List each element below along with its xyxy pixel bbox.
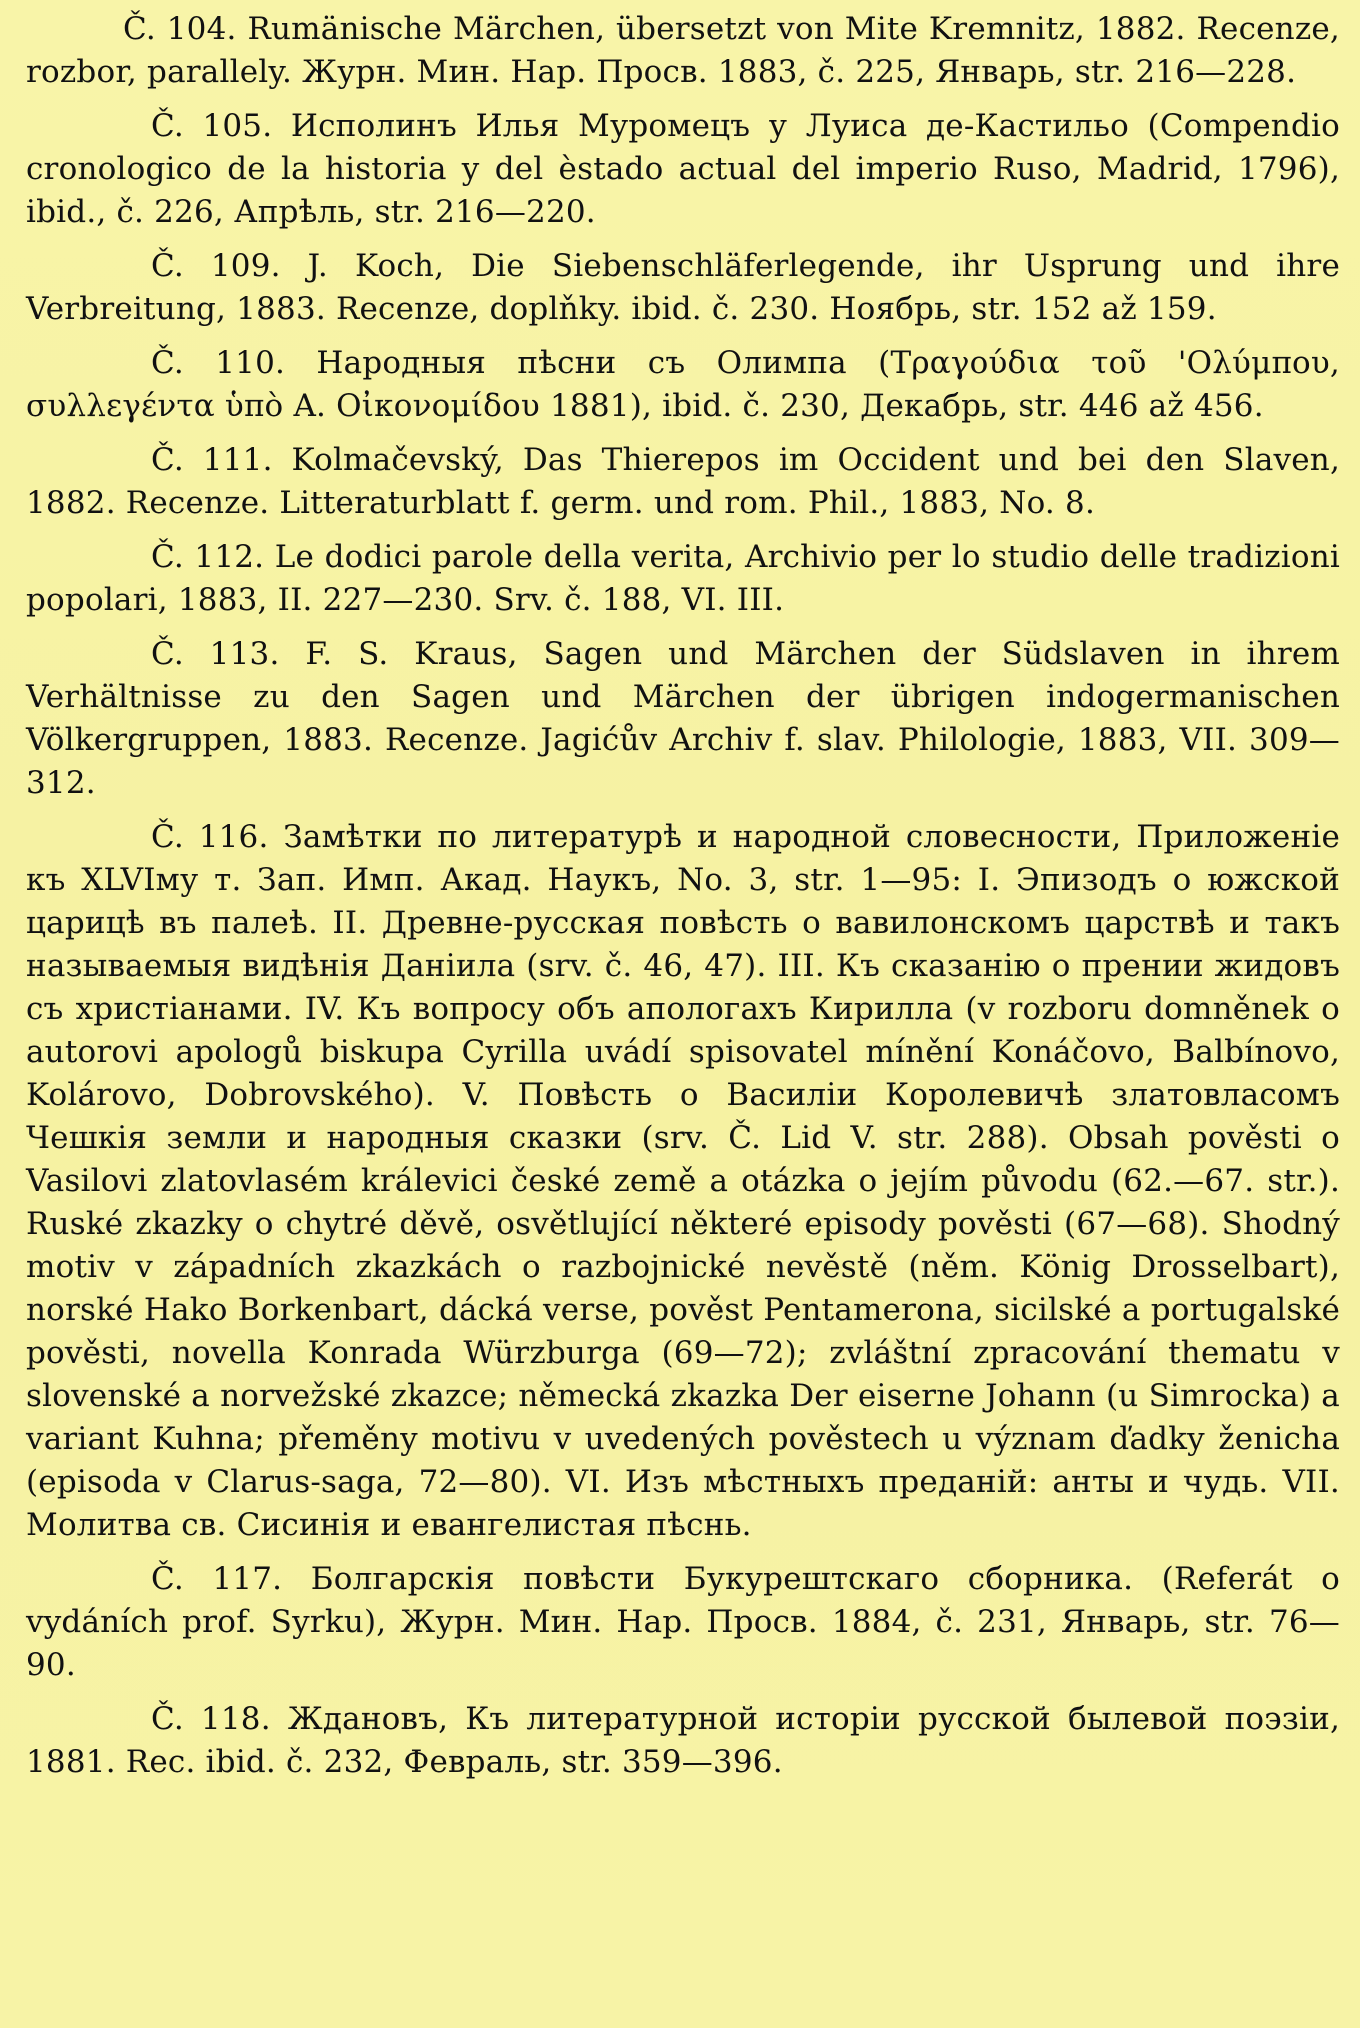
entry-text: Č. 112. Le dodici parole della verita, Archivio per lo studio delle tradizioni popolari, 1883, II. 227—230. Srv. č. 188, VI. III. [26,539,1340,618]
entry-110 [26,342,1340,428]
entry-text: Č. 118. Ждановъ, Къ литературной исторіи русской былевой поэзіи, 1881. Rec. ibid. č. 232, Февраль, str. 359—396. [26,1701,1340,1780]
entry-text: Č. 116. Замѣтки по литературѣ и народной словесности, Приложеніе къ XLVIму т. Зап. Имп. Акад. Наукъ, No. 3, str. 1—95: I. Эпизодъ о южской царицѣ въ палеѣ. II. Древне-русская повѣсть о вавилонскомъ царствѣ и такъ называемыя видѣнія Даніила (srv. č. 46, 47). III. Къ сказанію о прении жидовъ съ христіанами. IV. Къ вопросу объ апологахъ Кирилла (v rozboru domněnek o autorovi apologů biskupa Cyrilla uvádí spisovatel mínění Konáčovo, Balbínovo, Kolárovo, Dobrovského). V. Повѣсть о Василіи Королевичѣ златовласомъ Чешкія земли и народныя сказки (srv. Č. Lid V. str. 288). Obsah pověsti o Vasilovi zlatovlasém králevici české země a otázka o jejím původu (62.—67. str.). Ruské zkazky o chytré děvě, osvětlující některé episody pověsti (67—68). Shodný motiv v západních zkazkách o razbojnické nevěstě (něm. König Drosselbart), norské Hako Borkenbart, dácká verse, pověst Pentamerona, sicilské a portugalské pověsti, novella Konrada Würzburga (69—72); zvláštní zpracování thematu v slovenské a norvežské zkazce; německá zkazka Der eiserne Johann (u Simrocka) a variant Kuhna; přeměny motivu v uvedených pověstech u význam ďadky ženicha (episoda v Clarus-saga, 72—80). VI. Изъ мѣстныхъ преданій: анты и чудь. VII. Молитва св. Сисинія и евангелистая пѣснь. [26,819,1340,1543]
entry-111 [26,439,1340,525]
entry-112 [26,536,1340,622]
entry-116 [26,816,1340,1547]
entry-118 [26,1698,1340,1784]
entry-text: Č. 105. Исполинъ Илья Муромецъ у Луиса де-Кастильо (Compendio cronologico de la historia y del èstado actual del imperio Ruso, Madrid, 1796), ibid., č. 226, Апрѣль, str. 216—220. [26,108,1340,230]
entry-text: Č. 104. Rumänische Märchen, übersetzt von Mite Kremnitz, 1882. Recenze, rozbor, parallely. Журн. Мин. Нар. Просв. 1883, č. 225, Январь, str. 216—228. [26,11,1340,90]
entry-text: Č. 111. Kolmačevský, Das Thierepos im Occident und bei den Slaven, 1882. Recenze. Litteraturblatt f. germ. und rom. Phil., 1883, No. 8. [26,442,1340,521]
entry-105 [26,105,1340,234]
entry-text: Č. 110. Народныя пѣсни съ Олимпа (Τραγούδια τοῦ 'Ολύμπου, συλλεγέντα ὑπὸ Α. Οἰκονομίδου 1881), ibid. č. 230, Декабрь, str. 446 až 456. [26,345,1340,424]
entry-117 [26,1558,1340,1687]
entry-104 [26,8,1340,94]
entry-113 [26,633,1340,805]
entry-text: Č. 113. F. S. Kraus, Sagen und Märchen der Südslaven in ihrem Verhältnisse zu den Sagen und Märchen der übrigen indogermanischen Völkergruppen, 1883. Recenze. Jagićův Archiv f. slav. Philologie, 1883, VII. 309—312. [26,636,1340,801]
entry-text: Č. 109. J. Koch, Die Siebenschläferlegende, ihr Usprung und ihre Verbreitung, 1883. Recenze, doplňky. ibid. č. 230. Ноябрь, str. 152 až 159. [26,248,1340,327]
entry-109 [26,245,1340,331]
entry-text: Č. 117. Болгарскія повѣсти Букурештскаго сборника. (Referát o vydáních prof. Syrku), Журн. Мин. Нар. Просв. 1884, č. 231, Январь, str. 76—90. [26,1561,1340,1683]
